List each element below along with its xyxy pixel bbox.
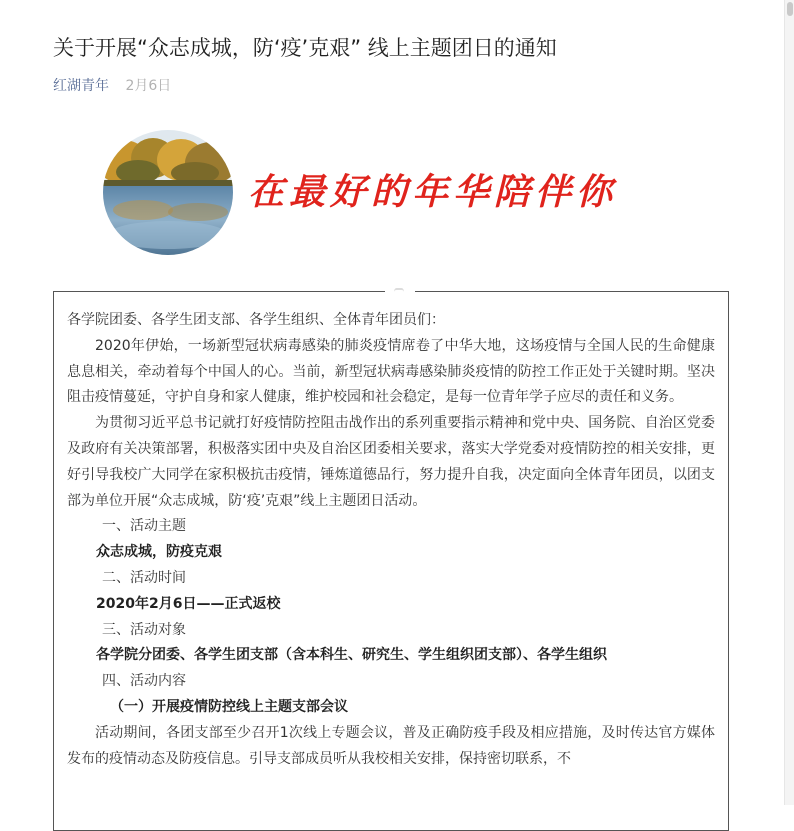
section-4-subheading: （一）开展疫情防控线上主题支部会议 <box>110 698 348 715</box>
banner-lake-photo <box>103 130 233 255</box>
banner-slogan: 在最好的年华陪伴你 <box>248 171 618 213</box>
paragraph-1: 2020年伊始，一场新型冠状病毒感染的肺炎疫情席卷了中华大地，这场疫情与全国人民的生命健康息息相关，牵动着每个中国人的心。当前，新型冠状病毒感染肺炎疫情的防控工作正处于关键时期。坚决阻击疫情蔓延，守护自身和家人健康，维护校园和社会稳定，是每一位青年学子应尽的责任和义务。 <box>67 337 715 406</box>
section-2-heading: 二、活动时间 <box>102 569 186 586</box>
section-1-value: 众志成城，防疫克艰 <box>96 544 222 561</box>
publish-date: 2月6日 <box>125 78 172 94</box>
section-1-heading: 一、活动主题 <box>102 518 186 535</box>
paragraph-3: 活动期间，各团支部至少召开1次线上专题会议，普及正确防疫手段及相应措施，及时传达官方媒体发布的疫情动态及防疫信息。引导支部成员听从我校相关安排，保持密切联系，不 <box>67 724 715 767</box>
author-link[interactable]: 红湖青年 <box>53 78 109 94</box>
scrollbar[interactable] <box>784 0 794 805</box>
section-2-value: 2020年2月6日——正式返校 <box>96 595 281 612</box>
section-3-value: 各学院分团委、各学生团支部（含本科生、研究生、学生组织团支部）、各学生组织 <box>96 647 607 664</box>
article-title: 关于开展“众志成城，防‘疫’克艰” 线上主题团日的通知 <box>53 36 557 60</box>
paragraph-2: 为贯彻习近平总书记就打好疫情防控阻击战作出的系列重要指示精神和党中央、国务院、自治区党委及政府有关决策部署，积极落实团中央及自治区团委相关要求，落实大学党委对疫情防控的相关安排，更好引导我校广大同学在家积极抗击疫情，锤炼道德品行，努力提升自我，决定面向全体青年团员，以团支部为单位开展“众志成城，防‘疫’克艰”线上主题团日活动。 <box>67 415 715 509</box>
article-body <box>67 308 715 772</box>
section-3-heading: 三、活动对象 <box>102 621 186 638</box>
section-4-heading: 四、活动内容 <box>102 673 186 690</box>
salutation: 各学院团委、各学生团支部、各学生组织、全体青年团员们： <box>67 312 445 328</box>
scroll-thumb[interactable] <box>787 2 793 16</box>
article-meta <box>53 77 171 95</box>
frame-decoration-icon <box>394 288 404 296</box>
